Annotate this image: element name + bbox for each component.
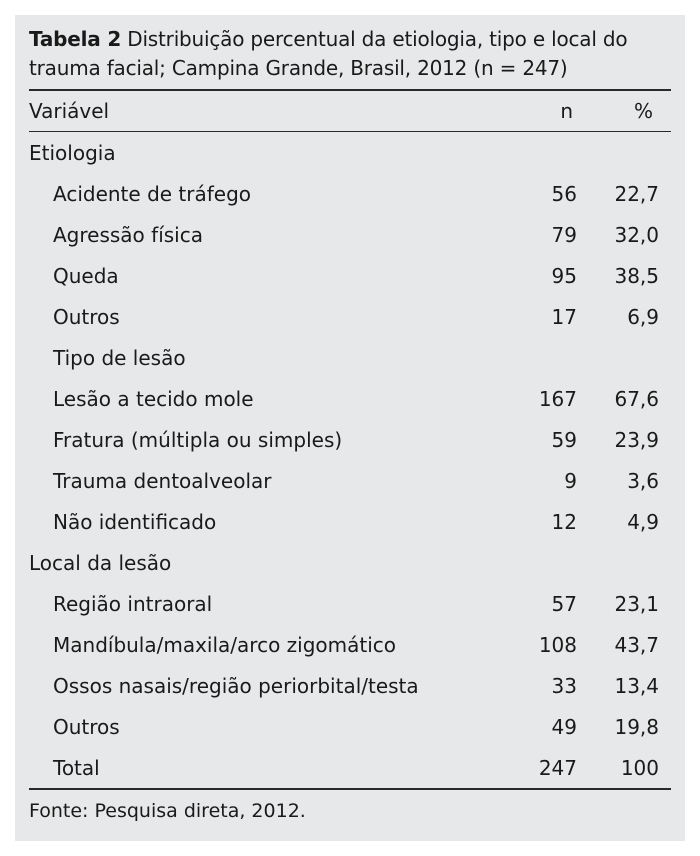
row-pct: 4,9 — [627, 509, 659, 534]
table-row — [29, 173, 671, 214]
row-label: Ossos nasais/região periorbital/testa — [53, 673, 419, 698]
row-pct — [577, 132, 671, 174]
row-label: Lesão a tecido mole — [53, 386, 254, 411]
row-n: 59 — [551, 427, 577, 452]
table-row — [29, 132, 671, 174]
header-variable: Variável — [29, 91, 503, 132]
table-row — [29, 214, 671, 255]
row-label: Trauma dentoalveolar — [53, 468, 272, 493]
table-panel — [15, 15, 685, 841]
row-n: 108 — [538, 632, 577, 657]
row-label: Fratura (múltipla ou simples) — [53, 427, 343, 452]
row-pct — [577, 337, 671, 378]
row-pct: 43,7 — [614, 632, 659, 657]
row-pct: 23,1 — [614, 591, 659, 616]
row-n — [503, 132, 577, 174]
row-label: Acidente de tráfego — [53, 181, 252, 206]
header-pct: % — [577, 91, 671, 132]
row-label: Local da lesão — [29, 550, 172, 575]
table-body — [29, 132, 671, 790]
table-row — [29, 583, 671, 624]
table-row — [29, 419, 671, 460]
row-n: 167 — [538, 386, 577, 411]
row-n: 247 — [503, 747, 577, 789]
row-label: Outros — [53, 714, 120, 739]
row-n: 79 — [551, 222, 577, 247]
row-n — [503, 542, 577, 583]
table-row — [29, 665, 671, 706]
table-number: Tabela 2 — [29, 27, 122, 51]
table-row — [29, 706, 671, 747]
table-caption — [29, 25, 671, 83]
row-n — [503, 337, 577, 378]
row-n: 12 — [551, 509, 577, 534]
row-pct: 67,6 — [614, 386, 659, 411]
row-label: Tipo de lesão — [53, 345, 186, 370]
table-row — [29, 747, 671, 789]
data-table — [29, 91, 671, 790]
table-row — [29, 542, 671, 583]
table-row — [29, 501, 671, 542]
row-pct: 23,9 — [614, 427, 659, 452]
row-n: 17 — [551, 304, 577, 329]
table-row — [29, 378, 671, 419]
row-n: 57 — [551, 591, 577, 616]
row-pct: 38,5 — [614, 263, 659, 288]
row-pct: 6,9 — [627, 304, 659, 329]
row-label: Outros — [53, 304, 120, 329]
row-pct: 32,0 — [614, 222, 659, 247]
row-n: 33 — [551, 673, 577, 698]
row-label: Agressão física — [53, 222, 203, 247]
row-pct: 19,8 — [614, 714, 659, 739]
table-row — [29, 296, 671, 337]
row-n: 95 — [551, 263, 577, 288]
row-n: 56 — [551, 181, 577, 206]
row-n: 9 — [564, 468, 577, 493]
table-row — [29, 255, 671, 296]
row-pct: 100 — [577, 747, 671, 789]
table-source: Fonte: Pesquisa direta, 2012. — [29, 800, 306, 822]
row-label: Mandíbula/maxila/arco zigomático — [53, 632, 397, 657]
header-n: n — [503, 91, 577, 132]
row-label: Região intraoral — [53, 591, 213, 616]
row-label: Total — [29, 747, 503, 789]
table-row — [29, 337, 671, 378]
row-label: Etiologia — [29, 140, 116, 165]
row-pct — [577, 542, 671, 583]
caption-text: Distribuição percentual da etiologia, tipo e local do trauma facial; Campina Grande, Brasil, 2012 (n = 247) — [29, 27, 628, 80]
header-row — [29, 91, 671, 132]
row-label: Queda — [53, 263, 119, 288]
row-pct: 13,4 — [614, 673, 659, 698]
row-n: 49 — [551, 714, 577, 739]
row-pct: 22,7 — [614, 181, 659, 206]
table-row — [29, 624, 671, 665]
row-pct: 3,6 — [627, 468, 659, 493]
table-row — [29, 460, 671, 501]
row-label: Não identificado — [53, 509, 217, 534]
